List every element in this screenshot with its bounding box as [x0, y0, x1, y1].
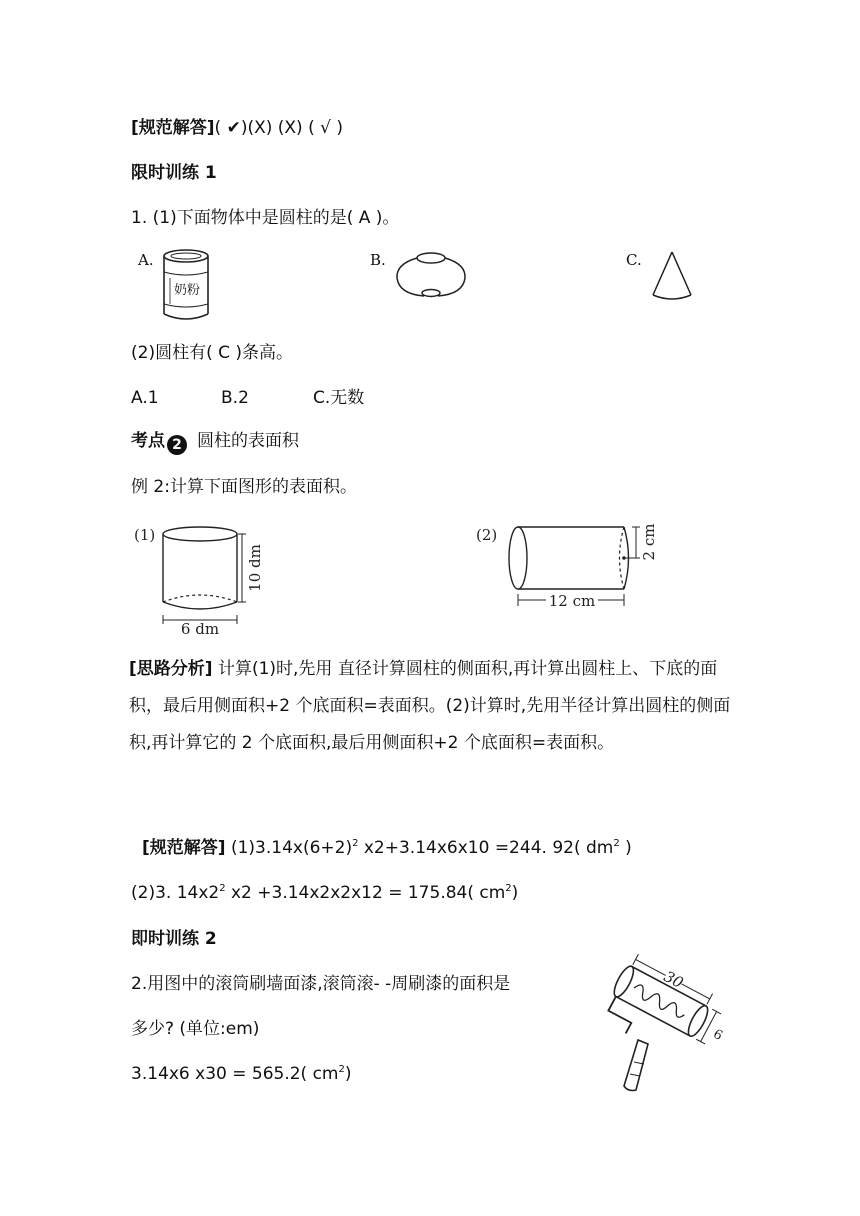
roller-diameter-label: 6 [710, 1026, 725, 1044]
q1-part2-option-b: B.2 [221, 388, 249, 408]
fig2-length-label: 12 cm [548, 592, 596, 610]
answer-label: [规范解答] [131, 118, 215, 138]
q1-part2: (2)圆柱有( C )条高。 [131, 343, 294, 363]
solution-line-1-b: x2+3.14x6x10 =244. 92( dm [358, 838, 614, 858]
fig1-width-label: 6 dm [180, 620, 220, 638]
option-c-label: C. [626, 251, 642, 269]
q2-answer-b: ) [344, 1064, 352, 1084]
milk-powder-can-figure [160, 248, 216, 324]
jar-shape-figure [394, 250, 468, 302]
cylinder-figure-2 [476, 518, 672, 610]
solution-line-1 [142, 837, 632, 859]
solution-line-1-c: ) [619, 838, 632, 858]
kaodian-heading [131, 430, 299, 455]
answer-marks: ( ✔)(X) (X) ( √ ) [214, 118, 343, 138]
q1-part2-option-a: A.1 [131, 388, 159, 408]
section1-title: 限时训练 1 [131, 163, 217, 183]
solution-line-1-a: (1)3.14x(6+2) [225, 838, 353, 858]
fig1-height-label: 10 dm [246, 544, 264, 592]
solution-line-2 [131, 882, 518, 904]
option-a-label: A. [138, 251, 154, 269]
q2-answer-exponent: 2 [338, 1064, 345, 1075]
solution-line-1-exponent: 2 [352, 838, 359, 849]
example2-prompt: 例 2:计算下面图形的表面积。 [131, 477, 357, 497]
kaodian-label: 考点 [131, 431, 165, 451]
option-b-label: B. [370, 251, 386, 269]
solution-line-2-a: (2)3. 14x2 [131, 883, 220, 903]
fig1-label: (1) [134, 526, 156, 544]
solution-line-2-exponent: 2 [219, 883, 226, 894]
milk-powder-text: 奶粉 [173, 283, 201, 298]
analysis-label: [思路分析] [129, 659, 213, 679]
solution-label: [规范解答] [142, 838, 226, 858]
q2-line-1: 2.用图中的滚筒刷墙面漆,滚筒滚- -周刷漆的面积是 [131, 974, 511, 994]
section2-title: 即时训练 2 [131, 929, 217, 949]
solution-line-2-unit-exponent: 2 [505, 883, 512, 894]
q1-part2-option-c: C.无数 [313, 388, 365, 408]
roller-length-label: 30 [660, 967, 687, 993]
cylinder-figure-1 [134, 520, 274, 636]
solution-line-1-unit-exponent: 2 [613, 838, 620, 849]
cone-figure [650, 250, 694, 302]
solution-line-2-c: ) [511, 883, 519, 903]
fig2-radius-label: 2 cm [640, 523, 658, 561]
fig2-label: (2) [476, 526, 498, 544]
answer-line [131, 117, 343, 139]
paint-roller-figure [604, 944, 730, 1094]
kaodian-title: 圆柱的表面积 [197, 431, 299, 451]
q2-answer-a: 3.14x6 x30 = 565.2( cm [131, 1064, 339, 1084]
q1-stem: 1. (1)下面物体中是圆柱的是( A )。 [131, 208, 400, 228]
q2-answer [131, 1063, 352, 1085]
analysis-text: 计算(1)时,先用 直径计算圆柱的侧面积,再计算出圆柱上、下底的面积，最后用侧面积+2 个底面积=表面积。(2)计算时,先用半径计算出圆柱的侧面积,再计算它的 2 个底面积,最后用侧面积+2 个底面积=表面积。 [129, 659, 731, 753]
analysis-paragraph [129, 651, 739, 762]
q2-line-2: 多少? (单位:em) [131, 1019, 260, 1039]
kaodian-number-badge: 2 [167, 435, 187, 455]
solution-line-2-b: x2 +3.14x2x2x12 = 175.84( cm [225, 883, 506, 903]
